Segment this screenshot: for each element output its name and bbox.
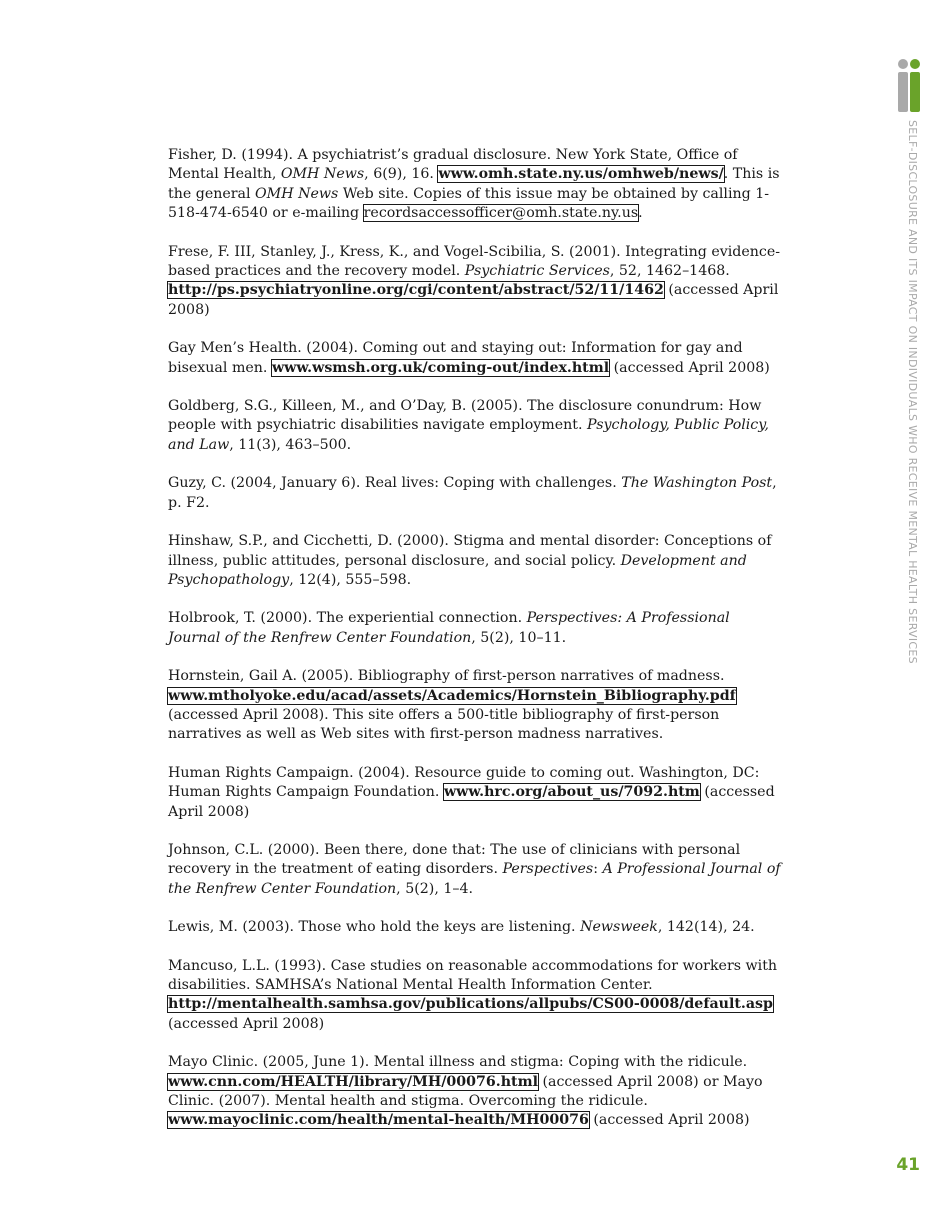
- reference-entry: [168, 841, 786, 899]
- reference-text: , 6(9), 16.: [364, 166, 439, 183]
- reference-text: , 142(14), 24.: [657, 919, 755, 936]
- reference-text: , p. F2.: [168, 475, 777, 511]
- reference-text: Mayo Clinic. (2005, June 1). Mental illness and stigma: Coping with the ridicule.: [168, 1054, 748, 1071]
- reference-text: (accessed April 2008): [168, 282, 779, 318]
- reference-link[interactable]: www.hrc.org/about_us/7092.htm: [443, 784, 700, 801]
- reference-link[interactable]: www.wsmsh.org.uk/coming-out/index.html: [271, 359, 610, 376]
- reference-text: Fisher, D. (1994). A psychiatrist’s gradual disclosure. New York State, Office of Mental Health,: [168, 147, 738, 183]
- publication-title: A Professional Journal of the Renfrew Center Foundation: [168, 861, 781, 897]
- reference-entry: [168, 339, 786, 378]
- reference-text: Guzy, C. (2004, January 6). Real lives: Coping with challenges.: [168, 475, 622, 492]
- running-title: SELF-DISCLOSURE AND ITS IMPACT ON INDIVIDUALS WHO RECEIVE MENTAL HEALTH SERVICES: [906, 120, 919, 664]
- reference-text: (accessed April 2008): [609, 359, 770, 376]
- publication-title: The Washington Post: [621, 475, 773, 492]
- logo-gray-dot: [898, 59, 908, 69]
- reference-link[interactable]: http://mentalhealth.samhsa.gov/publications/allpubs/CS00-0008/default.asp: [168, 996, 773, 1013]
- reference-text: . This is the general: [168, 166, 780, 202]
- reference-entry: [168, 243, 786, 321]
- reference-text: (accessed April 2008): [168, 1015, 325, 1032]
- publication-title: Perspectives: [502, 861, 594, 878]
- reference-link[interactable]: http://ps.psychiatryonline.org/cgi/content/abstract/52/11/1462: [168, 282, 664, 299]
- logo-gray-bar: [898, 72, 908, 112]
- reference-text: , 5(2), 10–11.: [471, 629, 567, 646]
- reference-entry: [168, 146, 786, 224]
- reference-text: :: [593, 861, 603, 878]
- reference-link[interactable]: www.mayoclinic.com/health/mental-health/MH00076: [168, 1112, 589, 1129]
- logo-green-dot: [910, 59, 920, 69]
- reference-text: Goldberg, S.G., Killeen, M., and O’Day, B. (2005). The disclosure conundrum: How people with psychiatric disabilities navigate employment.: [168, 398, 762, 434]
- publication-title: Perspectives: A Professional Journal of the Renfrew Center Foundation: [168, 610, 730, 646]
- reference-text: , 11(3), 463–500.: [229, 436, 352, 453]
- reference-text: (accessed April 2008): [588, 1112, 750, 1129]
- organization-logo: [893, 56, 923, 112]
- reference-link[interactable]: www.omh.state.ny.us/omhweb/news/: [438, 166, 724, 183]
- reference-text: Holbrook, T. (2000). The experiential connection.: [168, 610, 527, 627]
- reference-text: , 52, 1462–1468.: [609, 263, 730, 280]
- reference-text: (accessed April 2008). This site offers a 500-title bibliography of first-person narratives as well as Web sites with first-person madness narratives.: [168, 706, 720, 743]
- reference-entry: [168, 474, 786, 513]
- reference-entry: [168, 918, 786, 937]
- publication-title: Psychology, Public Policy, and Law: [168, 417, 769, 453]
- reference-text: .: [638, 205, 643, 222]
- reference-text: Lewis, M. (2003). Those who hold the keys are listening.: [168, 919, 581, 936]
- reference-entry: [168, 1053, 786, 1131]
- reference-text: Johnson, C.L. (2000). Been there, done that: The use of clinicians with personal recovery in the treatment of eating disorders.: [168, 841, 741, 878]
- reference-entry: [168, 957, 786, 1035]
- publication-title: Newsweek: [580, 919, 658, 936]
- reference-text: Hinshaw, S.P., and Cicchetti, D. (2000). Stigma and mental disorder: Conceptions of illness, public attitudes, personal disclosure, and social policy.: [168, 533, 772, 569]
- reference-text: (accessed April 2008) or Mayo Clinic. (2007). Mental health and stigma. Overcoming the ridicule.: [168, 1073, 763, 1110]
- reference-list: [168, 146, 786, 1150]
- reference-text: , 5(2), 1–4.: [396, 880, 473, 897]
- reference-text: , 12(4), 555–598.: [289, 571, 412, 588]
- reference-entry: [168, 764, 786, 822]
- reference-link[interactable]: www.mtholyoke.edu/acad/assets/Academics/Hornstein_Bibliography.pdf: [168, 687, 736, 704]
- page-number: 41: [896, 1155, 920, 1175]
- publication-title: Psychiatric Services: [464, 263, 610, 280]
- reference-entry: [168, 609, 786, 648]
- email-link[interactable]: recordsaccessofficer@omh.state.ny.us: [363, 205, 639, 222]
- reference-entry: [168, 397, 786, 455]
- publication-title: OMH News: [255, 185, 339, 202]
- reference-entry: [168, 532, 786, 590]
- reference-text: (accessed April 2008): [168, 784, 775, 820]
- reference-entry: [168, 667, 786, 745]
- reference-text: Human Rights Campaign. (2004). Resource guide to coming out. Washington, DC: Human Rights Campaign Foundation.: [168, 764, 760, 801]
- publication-title: Development and Psychopathology: [168, 552, 747, 588]
- reference-text: Hornstein, Gail A. (2005). Bibliography of first-person narratives of madness.: [168, 668, 725, 685]
- reference-text: Gay Men’s Health. (2004). Coming out and staying out: Information for gay and bisexual men.: [168, 340, 743, 376]
- reference-text: Web site. Copies of this issue may be obtained by calling 1-518-474-6540 or e-mailing: [168, 185, 770, 222]
- logo-green-bar: [910, 72, 920, 112]
- publication-title: OMH News: [280, 166, 365, 183]
- reference-link[interactable]: www.cnn.com/HEALTH/library/MH/00076.html: [168, 1073, 538, 1090]
- reference-text: Frese, F. III, Stanley, J., Kress, K., and Vogel-Scibilia, S. (2001). Integrating evidence-based practices and the recovery model.: [168, 243, 781, 280]
- reference-text: Mancuso, L.L. (1993). Case studies on reasonable accommodations for workers with disabilities. SAMHSA’s National Mental Health Information Center.: [168, 957, 778, 993]
